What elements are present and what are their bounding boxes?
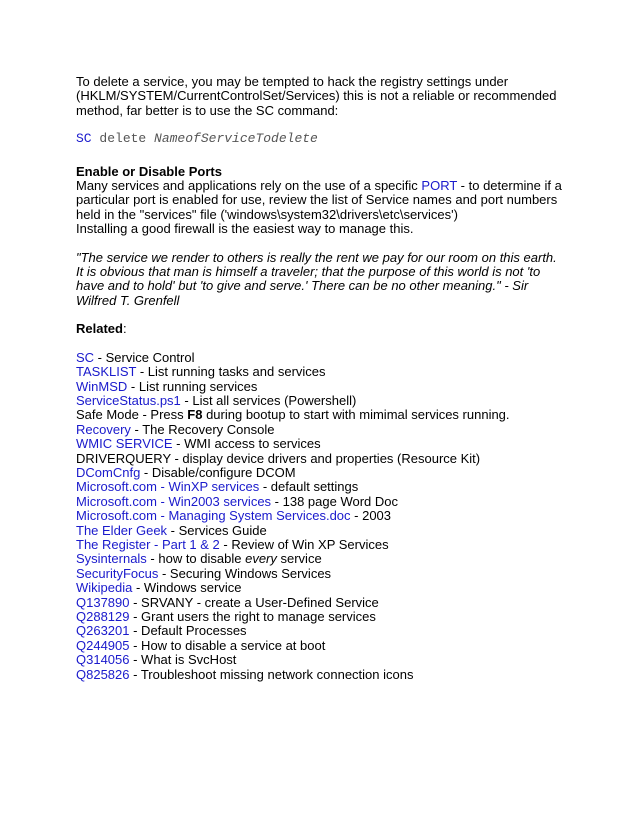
sc-command-link[interactable]: SC xyxy=(76,131,92,147)
related-item-eldergeek xyxy=(76,524,566,538)
related-desc: - 138 page Word Doc xyxy=(271,493,399,509)
related-item-sysinternals xyxy=(76,552,566,566)
firewall-paragraph: Installing a good firewall is the easiest way to manage this. xyxy=(76,221,414,237)
related-item-wmic xyxy=(76,437,566,451)
related-item-driverquery: DRIVERQUERY - display device drivers and properties (Resource Kit) xyxy=(76,450,481,466)
related-item-q314056 xyxy=(76,653,566,667)
elder-geek-link[interactable]: The Elder Geek xyxy=(76,522,168,538)
emphasis-every: every xyxy=(245,551,277,567)
command-keyword: delete xyxy=(91,131,155,147)
q137890-link[interactable]: Q137890 xyxy=(76,594,130,610)
sc-link[interactable]: SC xyxy=(76,349,95,365)
winmsd-link[interactable]: WinMSD xyxy=(76,378,128,394)
related-item-register xyxy=(76,538,566,552)
related-desc: - Securing Windows Services xyxy=(158,565,332,581)
related-heading-label: Related xyxy=(76,321,123,337)
q244905-link[interactable]: Q244905 xyxy=(76,637,130,653)
q825826-link[interactable]: Q825826 xyxy=(76,666,130,682)
dcomcnfg-link[interactable]: DComCnfg xyxy=(76,464,141,480)
related-heading xyxy=(76,322,566,336)
winxp-services-link[interactable]: Microsoft.com - WinXP services xyxy=(76,479,260,495)
related-desc: - List running tasks and services xyxy=(136,364,326,380)
related-desc: - Grant users the right to manage services xyxy=(129,609,376,624)
related-item-recovery xyxy=(76,423,566,437)
related-desc: - Windows service xyxy=(132,580,242,596)
win2003-services-link[interactable]: Microsoft.com - Win2003 services xyxy=(76,493,272,509)
related-item-q263201 xyxy=(76,624,566,638)
q314056-link[interactable]: Q314056 xyxy=(76,652,130,668)
tasklist-link[interactable]: TASKLIST xyxy=(76,364,137,380)
related-desc: - What is SvcHost xyxy=(129,652,237,668)
related-desc: - List all services (Powershell) xyxy=(180,392,357,408)
related-item-winmsd xyxy=(76,380,566,394)
related-desc: - SRVANY - create a User-Defined Service xyxy=(129,594,379,610)
command-argument: NameofServiceTodelete xyxy=(154,131,318,147)
port-link[interactable]: PORT xyxy=(421,178,458,194)
ports-paragraph xyxy=(76,179,566,222)
safe-mode-text: Safe Mode - Press xyxy=(76,407,188,423)
recovery-link[interactable]: Recovery xyxy=(76,421,131,437)
related-desc: - Disable/configure DCOM xyxy=(140,464,296,480)
related-item-tasklist xyxy=(76,365,566,379)
f8-key: F8 xyxy=(187,407,203,423)
related-item-servicestatus xyxy=(76,394,566,408)
intro-paragraph: To delete a service, you may be tempted to hack the registry settings under (HKLM/SYSTEM/CurrentControlSet/Services) this is not a reliable or recommended method, far better is to use the SC command: xyxy=(76,74,557,118)
related-desc: - Services Guide xyxy=(167,522,267,538)
related-item-q244905 xyxy=(76,639,566,653)
related-item-safe-mode xyxy=(76,408,566,422)
related-desc: - WMI access to services xyxy=(172,436,321,452)
related-item-q825826 xyxy=(76,668,566,682)
related-desc: - How to disable a service at boot xyxy=(129,637,326,653)
ports-heading: Enable or Disable Ports xyxy=(76,163,222,179)
related-item-securityfocus xyxy=(76,567,566,581)
related-item-wikipedia xyxy=(76,581,566,595)
related-item-winxp xyxy=(76,480,566,494)
grenfell-quote: "The service we render to others is really the rent we pay for our room on this earth. It is obvious that man is himself a traveler; that the purpose of this world is not 'to have and to hold' but 'to give and serve.' There can be no other meaning." - Sir Wilfred T. Grenfell xyxy=(76,249,557,308)
related-desc: - 2003 xyxy=(350,508,392,524)
managing-services-link[interactable]: Microsoft.com - Managing System Services.doc xyxy=(76,508,351,524)
related-item-q137890 xyxy=(76,596,566,610)
the-register-link[interactable]: The Register - Part 1 & 2 xyxy=(76,536,220,552)
related-desc: - Service Control xyxy=(94,349,195,365)
related-item-q288129 xyxy=(76,610,566,624)
related-desc: - Default Processes xyxy=(129,623,247,639)
ports-text-after: - to determine if a particular port is enabled for use, review the list of Service names and port numbers held in the "services" file ('windows\system32\drivers\etc\services') xyxy=(76,178,562,222)
sysinternals-link[interactable]: Sysinternals xyxy=(76,551,147,567)
servicestatus-link[interactable]: ServiceStatus.ps1 xyxy=(76,392,181,408)
related-heading-colon: : xyxy=(122,321,127,337)
wmic-service-link[interactable]: WMIC SERVICE xyxy=(76,436,173,452)
sc-delete-command xyxy=(76,132,566,146)
related-desc: - Review of Win XP Services xyxy=(219,536,389,552)
related-desc: - Troubleshoot missing network connection icons xyxy=(129,666,414,682)
related-item-sc xyxy=(76,351,566,365)
ports-text-before: Many services and applications rely on the use of a specific xyxy=(76,178,422,194)
related-item-dcomcnfg xyxy=(76,466,566,480)
related-item-win2003 xyxy=(76,495,566,509)
document-page xyxy=(76,75,566,682)
ports-section xyxy=(76,165,566,237)
related-desc: - default settings xyxy=(259,479,359,495)
related-item-managing xyxy=(76,509,566,523)
related-desc: - how to disable xyxy=(146,551,246,567)
q288129-link[interactable]: Q288129 xyxy=(76,609,130,624)
related-desc: - List running services xyxy=(127,378,258,394)
related-desc: - The Recovery Console xyxy=(130,421,275,437)
securityfocus-link[interactable]: SecurityFocus xyxy=(76,565,159,581)
wikipedia-link[interactable]: Wikipedia xyxy=(76,580,133,596)
safe-mode-text-after: during bootup to start with mimimal services running. xyxy=(202,407,510,423)
related-list xyxy=(76,351,566,682)
related-desc-after: service xyxy=(276,551,322,567)
q263201-link[interactable]: Q263201 xyxy=(76,623,130,639)
